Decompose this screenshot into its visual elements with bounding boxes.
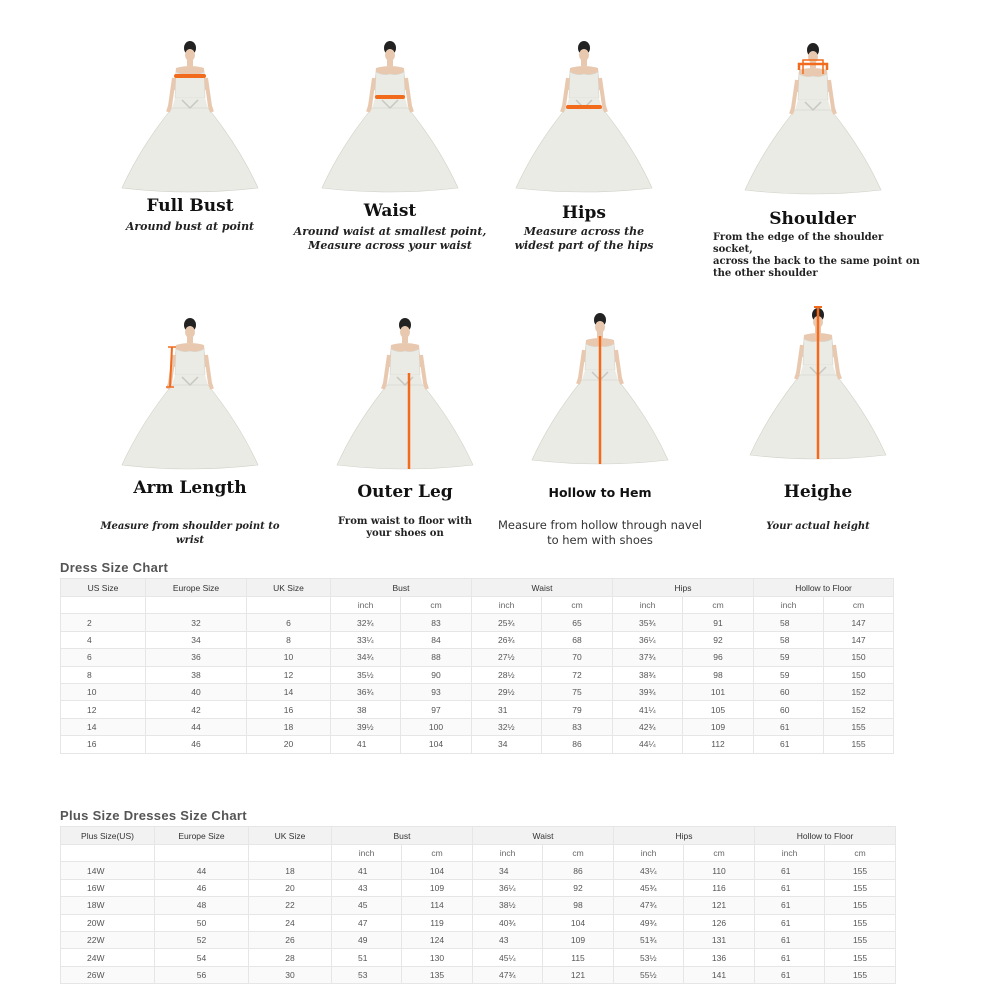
table-cell: 101 — [683, 683, 754, 700]
table-cell: 61 — [755, 949, 825, 966]
table-cell: 61 — [755, 966, 825, 983]
dress-size-table — [60, 578, 894, 754]
unit-row — [61, 845, 896, 862]
table-cell: 55½ — [614, 966, 684, 983]
table-cell: 98 — [683, 666, 754, 683]
table-cell: 44 — [146, 718, 247, 735]
measure-desc: Measure from hollow through navel to hem with shoes — [497, 518, 702, 547]
column-header: Hips — [614, 827, 755, 845]
column-header: UK Size — [249, 827, 332, 845]
table-cell: 53 — [332, 966, 402, 983]
table-cell: 47 — [332, 914, 402, 931]
table-cell: 43¼ — [614, 862, 684, 879]
table-cell: 38¾ — [613, 666, 683, 683]
table-cell: 150 — [824, 649, 894, 666]
table-cell: 124 — [402, 931, 473, 948]
table-cell: 61 — [755, 931, 825, 948]
table-cell: 26¾ — [472, 631, 542, 648]
table-row — [61, 666, 894, 683]
table-cell: 26W — [61, 966, 155, 983]
table-cell: 44¼ — [613, 736, 683, 753]
table-cell: 136 — [684, 949, 755, 966]
table-cell: 109 — [402, 879, 473, 896]
table-row — [61, 683, 894, 700]
dress-arm-image — [90, 315, 290, 470]
measure-title: Outer Leg — [357, 482, 453, 502]
table-cell: 119 — [402, 914, 473, 931]
table-cell: 18 — [249, 862, 332, 879]
table-cell: 141 — [684, 966, 755, 983]
measure-desc: Your actual height — [766, 521, 870, 532]
unit-label: cm — [542, 597, 613, 614]
table-cell: 32¾ — [331, 614, 401, 631]
table-cell: 36¾ — [331, 683, 401, 700]
table-cell: 96 — [683, 649, 754, 666]
table-cell: 92 — [543, 879, 614, 896]
measure-title: Arm Length — [133, 478, 247, 498]
table-cell: 41 — [332, 862, 402, 879]
table-cell: 93 — [401, 683, 472, 700]
table-row — [61, 931, 896, 948]
table-cell: 44 — [155, 862, 249, 879]
dress-hips-image — [484, 38, 684, 193]
table-cell: 38½ — [473, 897, 543, 914]
table-cell: 46 — [146, 736, 247, 753]
table-cell: 34¾ — [331, 649, 401, 666]
table-row — [61, 718, 894, 735]
unit-label: cm — [824, 597, 894, 614]
table-cell: 29½ — [472, 683, 542, 700]
column-header: Plus Size(US) — [61, 827, 155, 845]
table-cell: 49 — [332, 931, 402, 948]
table-row — [61, 879, 896, 896]
table-header-row — [61, 579, 894, 597]
unit-label: inch — [473, 845, 543, 862]
table-cell: 104 — [543, 914, 614, 931]
measure-title: Waist — [363, 201, 417, 221]
column-header: US Size — [61, 579, 146, 597]
table-row — [61, 631, 894, 648]
unit-label: cm — [543, 845, 614, 862]
table-cell: 42¾ — [613, 718, 683, 735]
table-cell: 40¾ — [473, 914, 543, 931]
table-cell: 61 — [755, 897, 825, 914]
column-header: Hollow to Floor — [755, 827, 896, 845]
table-cell: 46 — [155, 879, 249, 896]
figure-full-bust — [90, 38, 290, 234]
table-cell: 84 — [401, 631, 472, 648]
table-cell: 60 — [754, 683, 824, 700]
column-header: Waist — [473, 827, 614, 845]
unit-label: inch — [755, 845, 825, 862]
table-cell: 97 — [401, 701, 472, 718]
table-cell: 121 — [543, 966, 614, 983]
unit-label: cm — [683, 597, 754, 614]
dress-leg-image — [305, 315, 505, 470]
unit-label: cm — [401, 597, 472, 614]
table-cell: 56 — [155, 966, 249, 983]
table-cell: 70 — [542, 649, 613, 666]
table-cell: 110 — [684, 862, 755, 879]
table-cell: 43 — [332, 879, 402, 896]
table-cell: 147 — [824, 614, 894, 631]
table-cell: 4 — [61, 631, 146, 648]
table-cell: 115 — [543, 949, 614, 966]
plus-chart-title: Plus Size Dresses Size Chart — [60, 808, 247, 823]
table-cell: 37¾ — [613, 649, 683, 666]
table-cell: 155 — [825, 949, 896, 966]
table-cell: 92 — [683, 631, 754, 648]
table-cell: 75 — [542, 683, 613, 700]
table-cell: 61 — [755, 914, 825, 931]
table-cell: 150 — [824, 666, 894, 683]
table-row — [61, 966, 896, 983]
figure-outer-leg — [305, 315, 505, 540]
table-cell: 126 — [684, 914, 755, 931]
column-header: UK Size — [247, 579, 331, 597]
table-row — [61, 897, 896, 914]
table-cell: 49¾ — [614, 914, 684, 931]
measure-desc: Measure across the widest part of the hips — [514, 225, 654, 252]
table-cell: 18 — [247, 718, 331, 735]
table-cell: 36 — [146, 649, 247, 666]
unit-label: inch — [332, 845, 402, 862]
table-cell: 79 — [542, 701, 613, 718]
table-cell: 16 — [247, 701, 331, 718]
table-cell: 28 — [249, 949, 332, 966]
table-row — [61, 862, 896, 879]
unit-label: inch — [472, 597, 542, 614]
table-cell: 68 — [542, 631, 613, 648]
table-cell: 47¾ — [614, 897, 684, 914]
table-cell: 16W — [61, 879, 155, 896]
table-cell: 14W — [61, 862, 155, 879]
table-cell: 27½ — [472, 649, 542, 666]
table-cell: 52 — [155, 931, 249, 948]
measure-title: Hips — [562, 203, 606, 223]
table-cell: 105 — [683, 701, 754, 718]
column-header: Europe Size — [146, 579, 247, 597]
measure-title: Heighe — [783, 482, 853, 502]
table-cell: 65 — [542, 614, 613, 631]
table-cell: 121 — [684, 897, 755, 914]
table-cell: 59 — [754, 649, 824, 666]
table-cell: 104 — [401, 736, 472, 753]
unit-label: cm — [402, 845, 473, 862]
table-header-row — [61, 827, 896, 845]
column-header: Europe Size — [155, 827, 249, 845]
table-cell: 12 — [247, 666, 331, 683]
table-cell: 38 — [146, 666, 247, 683]
table-cell: 155 — [825, 931, 896, 948]
table-cell: 34 — [473, 862, 543, 879]
figure-height — [718, 305, 918, 534]
table-cell: 28½ — [472, 666, 542, 683]
table-cell: 60 — [754, 701, 824, 718]
table-cell: 147 — [824, 631, 894, 648]
table-cell: 130 — [402, 949, 473, 966]
table-cell: 35½ — [331, 666, 401, 683]
table-cell: 12 — [61, 701, 146, 718]
table-cell: 155 — [824, 736, 894, 753]
plus-size-table — [60, 826, 896, 984]
table-row — [61, 701, 894, 718]
table-cell: 58 — [754, 631, 824, 648]
table-cell: 109 — [543, 931, 614, 948]
table-row — [61, 614, 894, 631]
table-cell: 45¾ — [614, 879, 684, 896]
table-cell: 33¼ — [331, 631, 401, 648]
table-cell: 83 — [542, 718, 613, 735]
table-cell: 61 — [755, 862, 825, 879]
table-cell: 112 — [683, 736, 754, 753]
table-cell: 14 — [247, 683, 331, 700]
table-cell: 131 — [684, 931, 755, 948]
table-cell: 61 — [754, 718, 824, 735]
table-cell: 24W — [61, 949, 155, 966]
measure-desc: Measure from shoulder point to wrist — [100, 521, 280, 546]
table-cell: 100 — [401, 718, 472, 735]
measure-title: Full Bust — [146, 196, 234, 216]
table-cell: 36¼ — [473, 879, 543, 896]
table-cell: 155 — [825, 897, 896, 914]
table-cell: 39¾ — [613, 683, 683, 700]
unit-label: inch — [614, 845, 684, 862]
column-header: Bust — [332, 827, 473, 845]
table-cell: 58 — [754, 614, 824, 631]
table-cell: 61 — [754, 736, 824, 753]
table-cell: 41¼ — [613, 701, 683, 718]
table-cell: 42 — [146, 701, 247, 718]
table-cell: 25¾ — [472, 614, 542, 631]
table-cell: 98 — [543, 897, 614, 914]
table-cell: 86 — [542, 736, 613, 753]
table-cell: 40 — [146, 683, 247, 700]
table-cell: 6 — [61, 649, 146, 666]
column-header: Hollow to Floor — [754, 579, 894, 597]
table-cell: 45 — [332, 897, 402, 914]
table-cell: 26 — [249, 931, 332, 948]
unit-label: inch — [754, 597, 824, 614]
measure-desc: Around waist at smallest point, Measure across your waist — [293, 225, 487, 252]
table-cell: 32½ — [472, 718, 542, 735]
table-cell: 90 — [401, 666, 472, 683]
table-cell: 53½ — [614, 949, 684, 966]
table-cell: 8 — [61, 666, 146, 683]
table-cell: 10 — [247, 649, 331, 666]
table-cell: 43 — [473, 931, 543, 948]
dress-hollow-image — [500, 310, 700, 465]
measure-title: Hollow to Hem — [548, 485, 652, 500]
table-cell: 20W — [61, 914, 155, 931]
table-cell: 61 — [755, 879, 825, 896]
table-cell: 109 — [683, 718, 754, 735]
measure-title: Shoulder — [769, 209, 856, 229]
table-cell: 88 — [401, 649, 472, 666]
unit-label: cm — [684, 845, 755, 862]
figure-arm-length — [90, 315, 290, 548]
table-cell: 30 — [249, 966, 332, 983]
table-cell: 35¾ — [613, 614, 683, 631]
table-cell: 20 — [247, 736, 331, 753]
dress-chart-title: Dress Size Chart — [60, 560, 169, 575]
figure-hollow-to-hem — [495, 310, 705, 548]
table-cell: 39½ — [331, 718, 401, 735]
table-cell: 155 — [825, 966, 896, 983]
table-cell: 14 — [61, 718, 146, 735]
dress-waist-image — [290, 38, 490, 193]
table-cell: 18W — [61, 897, 155, 914]
figure-shoulder — [705, 40, 920, 280]
measure-desc: Around bust at point — [125, 220, 255, 233]
table-cell: 20 — [249, 879, 332, 896]
table-cell: 155 — [825, 862, 896, 879]
table-cell: 34 — [472, 736, 542, 753]
table-cell: 2 — [61, 614, 146, 631]
table-cell: 72 — [542, 666, 613, 683]
table-cell: 91 — [683, 614, 754, 631]
table-cell: 155 — [824, 718, 894, 735]
column-header: Hips — [613, 579, 754, 597]
unit-label: inch — [331, 597, 401, 614]
table-cell: 116 — [684, 879, 755, 896]
table-cell: 31 — [472, 701, 542, 718]
table-cell: 50 — [155, 914, 249, 931]
measure-desc: From waist to floor with your shoes on — [338, 516, 472, 539]
dress-bust-image — [90, 38, 290, 193]
table-cell: 22W — [61, 931, 155, 948]
table-cell: 114 — [402, 897, 473, 914]
table-cell: 152 — [824, 683, 894, 700]
measure-desc: From the edge of the shoulder socket, across the back to the same point on the other shoulder — [713, 232, 920, 279]
table-cell: 22 — [249, 897, 332, 914]
table-cell: 155 — [825, 879, 896, 896]
table-cell: 47¾ — [473, 966, 543, 983]
table-cell: 10 — [61, 683, 146, 700]
table-cell: 135 — [402, 966, 473, 983]
table-cell: 36¼ — [613, 631, 683, 648]
table-cell: 34 — [146, 631, 247, 648]
table-cell: 86 — [543, 862, 614, 879]
table-cell: 152 — [824, 701, 894, 718]
table-row — [61, 914, 896, 931]
table-cell: 38 — [331, 701, 401, 718]
table-cell: 104 — [402, 862, 473, 879]
table-row — [61, 649, 894, 666]
unit-row — [61, 597, 894, 614]
table-cell: 48 — [155, 897, 249, 914]
table-cell: 59 — [754, 666, 824, 683]
table-row — [61, 736, 894, 753]
table-cell: 16 — [61, 736, 146, 753]
table-cell: 24 — [249, 914, 332, 931]
dress-shoulder-image — [713, 40, 913, 195]
table-row — [61, 949, 896, 966]
table-cell: 8 — [247, 631, 331, 648]
unit-label: cm — [825, 845, 896, 862]
unit-label: inch — [613, 597, 683, 614]
table-cell: 83 — [401, 614, 472, 631]
table-cell: 32 — [146, 614, 247, 631]
figure-hips — [484, 38, 684, 253]
figure-waist — [290, 38, 490, 253]
column-header: Bust — [331, 579, 472, 597]
table-cell: 54 — [155, 949, 249, 966]
table-cell: 51¾ — [614, 931, 684, 948]
table-cell: 41 — [331, 736, 401, 753]
table-cell: 45¼ — [473, 949, 543, 966]
table-cell: 155 — [825, 914, 896, 931]
table-cell: 6 — [247, 614, 331, 631]
table-cell: 51 — [332, 949, 402, 966]
column-header: Waist — [472, 579, 613, 597]
dress-height-image — [718, 305, 918, 460]
